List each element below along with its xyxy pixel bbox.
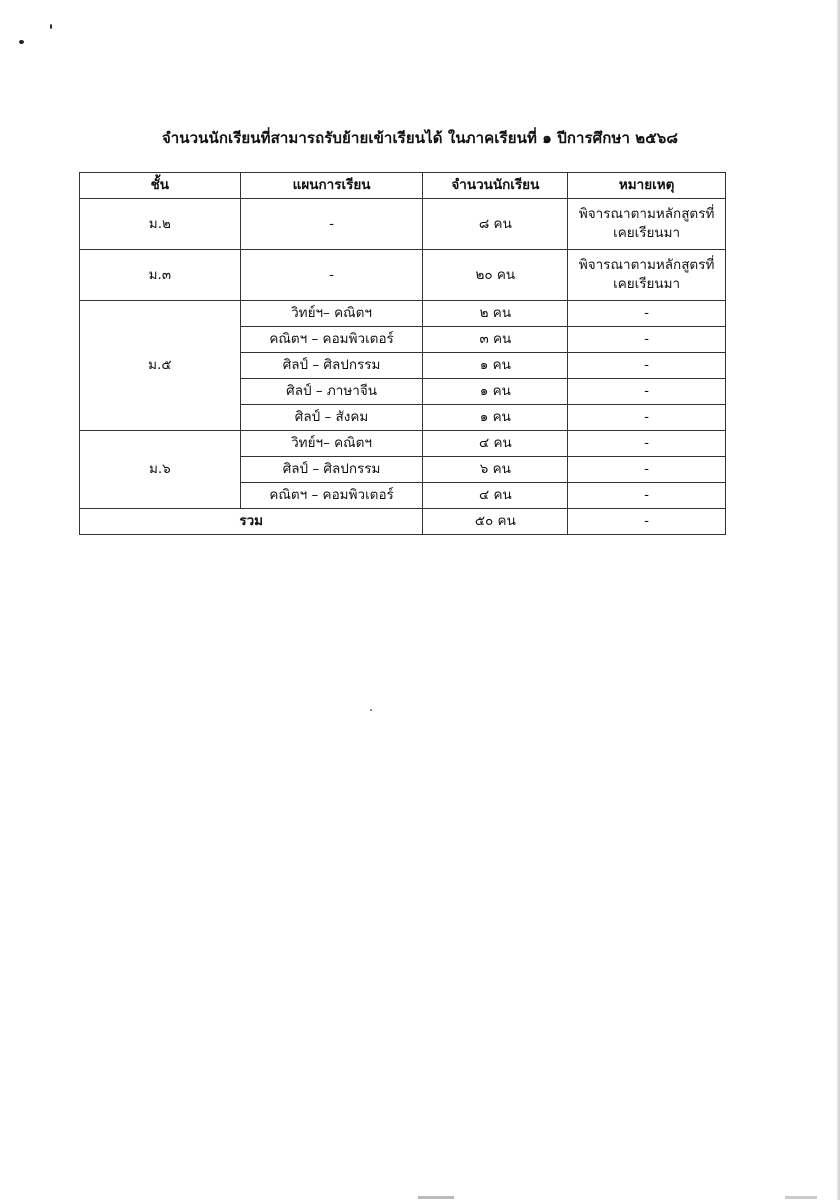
note-cell: - <box>568 353 726 379</box>
header-note: หมายเหตุ <box>568 173 726 199</box>
count-cell: ๔ คน <box>423 483 568 509</box>
table-row <box>80 431 726 457</box>
plan-cell: ศิลป์ – ศิลปกรรม <box>240 353 423 379</box>
scan-mark <box>418 1196 454 1199</box>
count-cell: ๔ คน <box>423 431 568 457</box>
plan-cell: คณิตฯ – คอมพิวเตอร์ <box>240 483 423 509</box>
header-count: จำนวนนักเรียน <box>423 173 568 199</box>
plan-cell: คณิตฯ – คอมพิวเตอร์ <box>240 327 423 353</box>
total-row <box>80 509 726 535</box>
scan-mark <box>785 1196 817 1199</box>
note-cell: พิจารณาตามหลักสูตรที่เคยเรียนมา <box>568 199 726 250</box>
note-cell: - <box>568 405 726 431</box>
transfer-quota-table <box>79 172 726 535</box>
count-cell: ๑ คน <box>423 379 568 405</box>
plan-cell: วิทย์ฯ– คณิตฯ <box>240 431 423 457</box>
count-cell: ๑ คน <box>423 353 568 379</box>
note-cell: - <box>568 379 726 405</box>
note-cell: - <box>568 483 726 509</box>
note-cell: - <box>568 457 726 483</box>
header-grade: ชั้น <box>80 173 241 199</box>
count-cell: ๖ คน <box>423 457 568 483</box>
document-title: จำนวนนักเรียนที่สามารถรับย้ายเข้าเรียนได้ ในภาคเรียนที่ ๑ ปีการศึกษา ๒๕๖๘ <box>161 129 679 147</box>
total-count: ๕๐ คน <box>423 509 568 535</box>
count-cell: ๒ คน <box>423 301 568 327</box>
grade-cell: ม.๓ <box>80 250 241 301</box>
table-row <box>80 199 726 250</box>
count-cell: ๒๐ คน <box>423 250 568 301</box>
plan-cell: - <box>240 250 423 301</box>
header-plan: แผนการเรียน <box>240 173 423 199</box>
plan-cell: วิทย์ฯ– คณิตฯ <box>240 301 423 327</box>
scan-speck <box>19 40 24 44</box>
count-cell: ๓ คน <box>423 327 568 353</box>
grade-cell: ม.๖ <box>80 431 241 509</box>
scan-speck <box>50 24 52 29</box>
note-cell: พิจารณาตามหลักสูตรที่เคยเรียนมา <box>568 250 726 301</box>
plan-cell: ศิลป์ – ศิลปกรรม <box>240 457 423 483</box>
table-header-row <box>80 173 726 199</box>
table-row <box>80 301 726 327</box>
count-cell: ๘ คน <box>423 199 568 250</box>
table-row <box>80 250 726 301</box>
note-cell: - <box>568 327 726 353</box>
plan-cell: ศิลป์ – ภาษาจีน <box>240 379 423 405</box>
grade-cell: ม.๕ <box>80 301 241 431</box>
count-cell: ๑ คน <box>423 405 568 431</box>
scan-speck <box>370 709 372 711</box>
total-note: - <box>568 509 726 535</box>
total-label: รวม <box>80 509 423 535</box>
note-cell: - <box>568 301 726 327</box>
plan-cell: - <box>240 199 423 250</box>
grade-cell: ม.๒ <box>80 199 241 250</box>
plan-cell: ศิลป์ – สังคม <box>240 405 423 431</box>
note-cell: - <box>568 431 726 457</box>
